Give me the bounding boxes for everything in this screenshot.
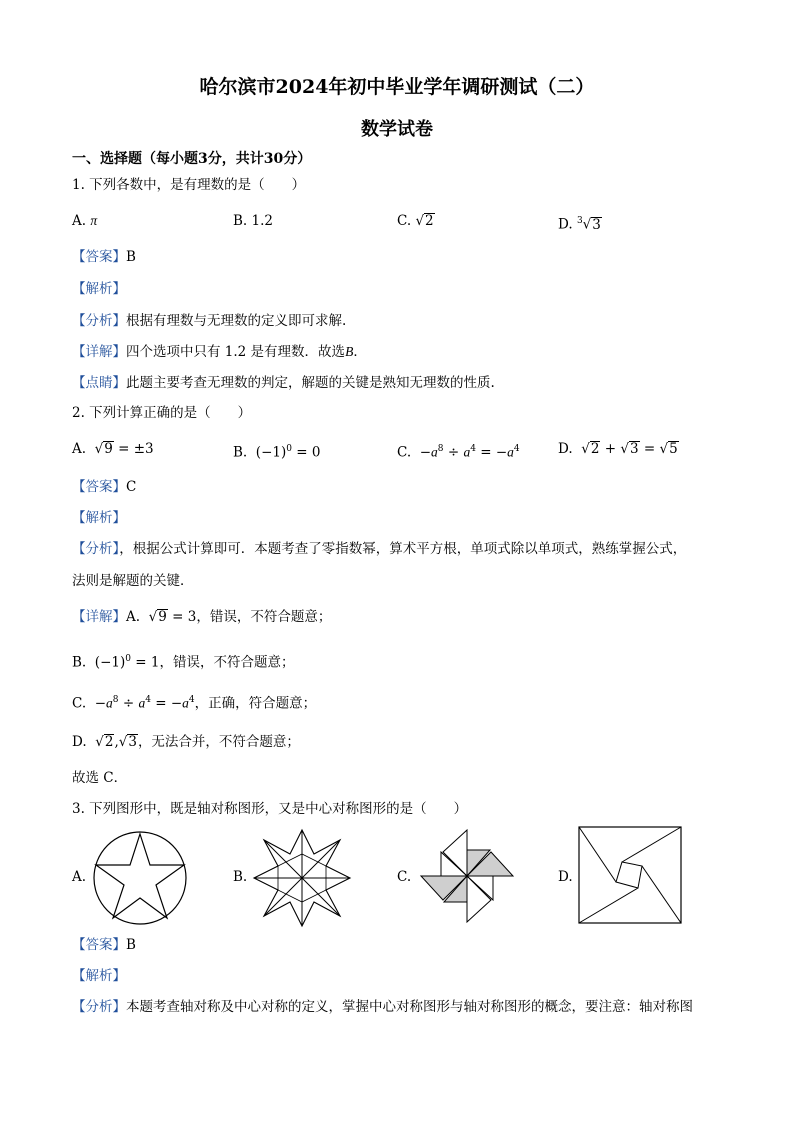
q2-fenxi-line1: 【分析】，根据公式计算即可．本题考查了零指数幂，算术平方根，单项式除以单项式，熟练掌握公式， <box>72 541 687 557</box>
q1-option-d: D. $^3$√3 <box>558 216 601 233</box>
exam-subtitle: 数学试卷 <box>361 119 433 140</box>
q2-stem: 2. 下列计算正确的是（ ） <box>72 405 252 421</box>
q1-option-c: C. √2 <box>397 213 434 229</box>
q2-detail-b: B. $(-1)^0 = 1$，错误，不符合题意； <box>72 654 295 671</box>
q3-fenxi: 【分析】本题考查轴对称及中心对称的定义，掌握中心对称图形与轴对称图形的概念，要注意：轴对称图 <box>72 999 693 1015</box>
q2-conclusion: 故选 C． <box>72 770 128 786</box>
circle-star-figure <box>92 830 188 926</box>
q2-detail-d: D. √2,√3，无法合并，不符合题意； <box>72 734 300 750</box>
q2-option-c: C. $-a^8 \div a^4 = -a^4$ <box>397 444 520 461</box>
eight-point-star-figure <box>252 828 352 928</box>
q2-analysis-tag: 【解析】 <box>72 510 126 526</box>
q2-detail-c: C. $-a^8 \div a^4 = -a^4$，正确，符合题意； <box>72 695 317 712</box>
q1-stem: 1. 下列各数中，是有理数的是（ ） <box>72 177 306 193</box>
square-pinwheel-figure <box>578 826 682 924</box>
q3-answer: 【答案】B <box>72 937 136 953</box>
q3-analysis-tag: 【解析】 <box>72 968 126 984</box>
q1-option-a: A. π <box>72 213 98 229</box>
q2-fenxi-line2: 法则是解题的关键． <box>72 573 194 589</box>
q3-option-a-label: A. <box>72 869 87 885</box>
q2-answer: 【答案】C <box>72 479 137 495</box>
q1-analysis-tag: 【解析】 <box>72 281 126 297</box>
q3-option-c-label: C. <box>397 869 412 885</box>
q3-stem: 3. 下列图形中，既是轴对称图形，又是中心对称图形的是（ ） <box>72 801 468 817</box>
exam-title: 哈尔滨市2024年初中毕业学年调研测试（二） <box>199 76 595 98</box>
q2-detail-a: 【详解】A. √9 = 3，错误，不符合题意； <box>72 609 332 625</box>
q2-option-a: A. √9 = ±3 <box>72 441 154 457</box>
pinwheel-figure <box>416 826 518 926</box>
section-heading: 一、选择题（每小题3分，共计30分） <box>72 151 312 167</box>
q1-answer: 【答案】B <box>72 249 136 265</box>
q1-option-b: B. 1.2 <box>233 213 273 229</box>
q1-xiangjie: 【详解】四个选项中只有 1.2 是有理数．故选B． <box>72 344 367 360</box>
q2-option-b: B. $(-1)^0 = 0$ <box>233 444 321 461</box>
q1-dianjing: 【点睛】此题主要考查无理数的判定，解题的关键是熟知无理数的性质. <box>72 375 495 391</box>
q3-option-d-label: D. <box>558 869 573 885</box>
q1-fenxi: 【分析】根据有理数与无理数的定义即可求解. <box>72 313 347 329</box>
q3-option-b-label: B. <box>233 869 248 885</box>
q2-option-d: D. √2 + √3 = √5 <box>558 441 678 457</box>
